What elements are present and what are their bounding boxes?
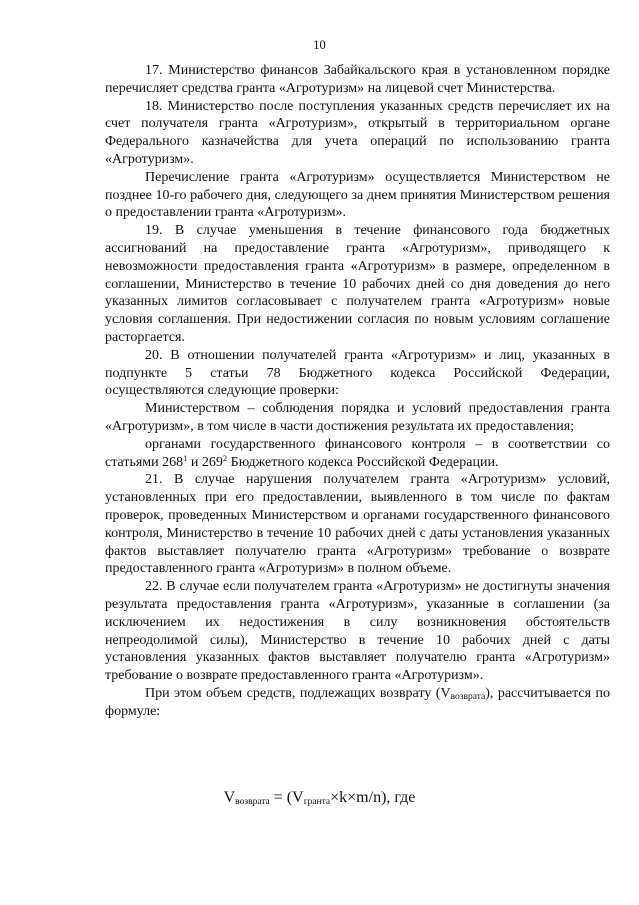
formula-variable: V <box>223 789 236 806</box>
paragraph-22: 22. В случае если получателем гранта «Агротуризм» не достигнуты значения результата предоставления гранта «Агротуризм», указанные в соглашении (за исключением их недостижения в силу возникновения обстоятельств непреодолимой силы), Министерство в течение 10 рабочих дней с даты установления указанных фактов выставляет получателю гранта «Агротуризм» требование о возврате предоставленного гранта «Агротуризм». <box>105 579 610 684</box>
text-part: и 269 <box>187 454 223 470</box>
text-part: При этом объем средств, подлежащих возврату (V <box>145 685 451 701</box>
text-part: органами государственного финансового контроля – в соответствии со статьями 268 <box>105 436 610 470</box>
paragraph-21: 21. В случае нарушения получателем гранта «Агротуризм» условий, установленных при его предоставлении, выявленного в том числе по фактам проверок, проведенных Министерством и органами государственного финансового контроля, Министерство в течение 10 рабочих дней с даты установления указанных фактов выставляет получателю гранта «Агротуризм» требование о возврате предоставленного гранта «Агротуризм» в полном объеме. <box>105 472 610 577</box>
formula-subscript: гранта <box>303 797 331 807</box>
page-number: 10 <box>313 38 326 52</box>
formula-subscript: возврата <box>235 797 270 807</box>
paragraph-19: 19. В случае уменьшения в течение финансового года бюджетных ассигнований на предоставление гранта «Агротуризм», приводящего к невозможности предоставления гранта «Агротуризм» в размере, определенном в соглашении, Министерство в течение 10 рабочих дней со дня доведения до него указанных лимитов согласовывает с получателем гранта «Агротуризм» новые условия соглашения. При недостижении согласия по новым условиям соглашение расторгается. <box>105 223 610 345</box>
paragraph-20-control-bodies <box>105 436 610 472</box>
subscript: возврата <box>450 691 486 702</box>
text-part: ), рассчитывается по формуле: <box>105 685 610 719</box>
paragraph-18-transfer-deadline: Перечисление гранта «Агротуризм» осуществляется Министерством не позднее 10-го рабочего дня, следующего за днем принятия Министерством решения о предоставлении гранта «Агротуризм». <box>105 169 610 221</box>
superscript: 1 <box>183 452 188 463</box>
text-part: Бюджетного кодекса Российской Федерации. <box>227 454 499 470</box>
superscript: 2 <box>222 452 228 463</box>
formula-part: = (V <box>269 789 304 806</box>
paragraph-20-ministry-checks: Министерством – соблюдения порядка и условий предоставления гранта «Агротуризм», в том числе в части достижения результата их предоставления; <box>105 401 610 434</box>
document-body <box>105 62 610 720</box>
paragraph-17: 17. Министерство финансов Забайкальского края в установленном порядке перечисляет средства гранта «Агротуризм» на лицевой счет Министерства. <box>105 63 610 96</box>
paragraph-22-refund-formula-intro <box>105 685 610 721</box>
refund-formula <box>0 789 639 807</box>
paragraph-18: 18. Министерство после поступления указанных средств перечисляет их на счет получателя гранта «Агротуризм», открытый в территориальном органе Федерального казначейства для учета операций по использованию гранта «Агротуризм». <box>105 98 610 167</box>
formula-part: ×k×m/n), где <box>330 789 416 806</box>
paragraph-20: 20. В отношении получателей гранта «Агротуризм» и лиц, указанных в подпункте 5 статьи 78 Бюджетного кодекса Российской Федерации, осуществляются следующие проверки: <box>105 347 610 399</box>
